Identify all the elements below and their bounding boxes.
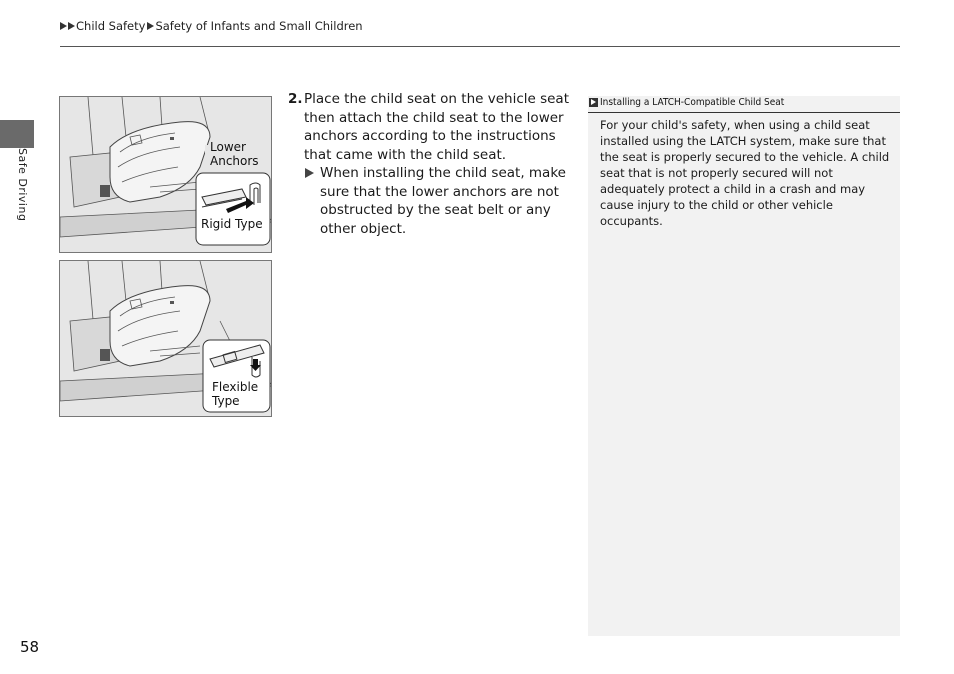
breadcrumb-arrow-icon — [68, 22, 75, 30]
breadcrumb-item-infants[interactable]: Safety of Infants and Small Children — [155, 19, 363, 33]
section-tab-marker — [0, 120, 34, 148]
step-subnote — [304, 164, 576, 238]
step-subnote-text: When installing the child seat, make sure that the lower anchors are not obstructed by the seat belt or any other object. — [320, 165, 566, 237]
page-number: 58 — [20, 638, 40, 656]
note-title: Installing a LATCH-Compatible Child Seat — [600, 97, 785, 108]
section-tab-label: Safe Driving — [16, 148, 29, 222]
flexible-type-label: Flexible Type — [212, 380, 259, 408]
reference-arrow-icon — [589, 98, 598, 107]
breadcrumb-item-child-safety[interactable]: Child Safety — [76, 19, 146, 33]
step-text: Place the child seat on the vehicle seat then attach the child seat to the lower anchors according to the instructions that came with the child seat. — [304, 91, 569, 163]
figure-rigid-type — [59, 96, 272, 253]
note-header[interactable] — [588, 96, 900, 113]
instruction-step — [288, 90, 576, 238]
note-body: For your child's safety, when using a child seat installed using the LATCH system, make sure that the seat is properly secured to the vehicle. A child seat that is not properly secured will not adequately protect a child in a crash and may cause injury to the child or other vehicle occupants. — [600, 118, 890, 228]
figure-flexible-type — [59, 260, 272, 417]
note-panel — [588, 96, 900, 636]
header-rule — [60, 46, 900, 47]
lower-anchors-label: Lower Anchors — [210, 140, 259, 168]
breadcrumb-arrow-icon — [147, 22, 154, 30]
breadcrumb — [60, 19, 363, 33]
rigid-type-label: Rigid Type — [201, 217, 263, 231]
subnote-arrow-icon — [305, 168, 314, 178]
breadcrumb-arrow-icon — [60, 22, 67, 30]
step-number: 2. — [288, 91, 303, 107]
